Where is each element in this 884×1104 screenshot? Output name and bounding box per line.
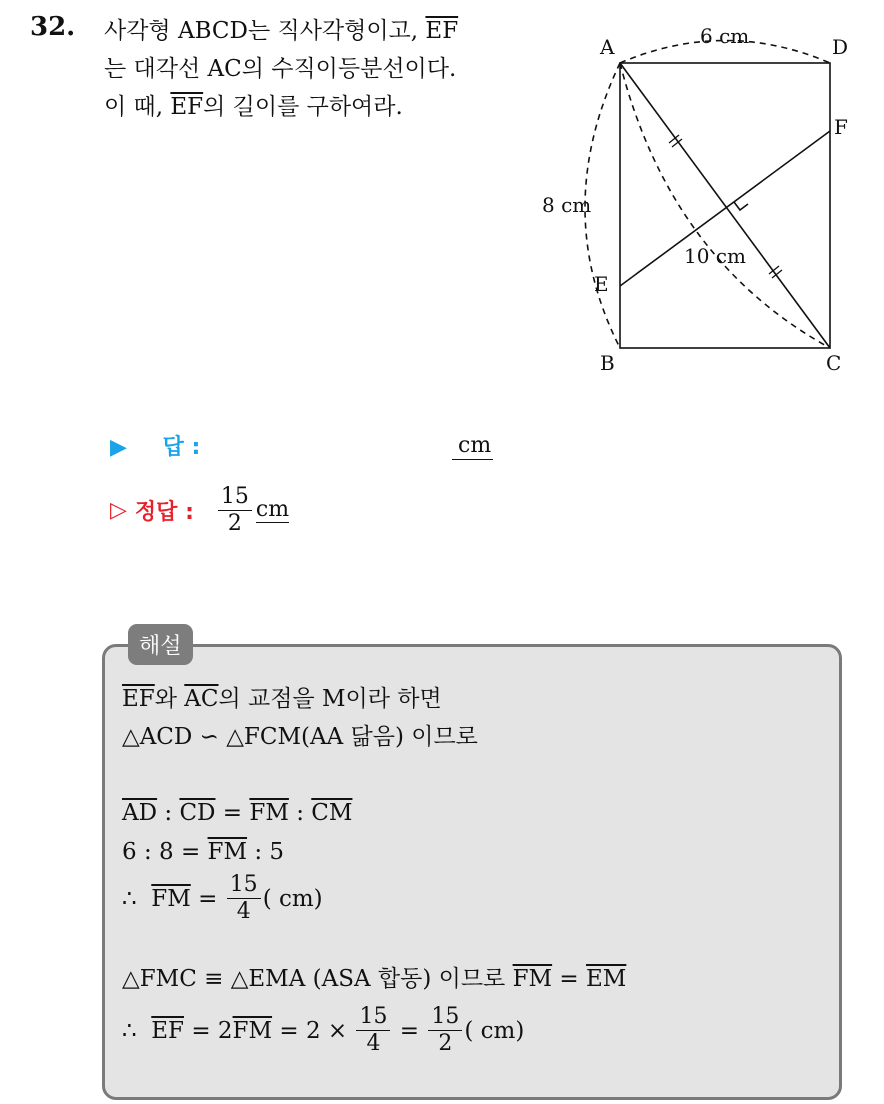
correct-answer-row: [110, 484, 289, 537]
label-a: A: [600, 35, 615, 59]
correct-answer-fraction: $\frac{15}{2}$: [218, 484, 252, 537]
answer-label: 답 :: [162, 435, 201, 460]
label-e: E: [594, 272, 609, 296]
length-left: 8 cm: [542, 193, 592, 217]
answer-row: [110, 430, 200, 461]
label-d: D: [832, 35, 849, 59]
problem-number: 32.: [30, 12, 76, 42]
segment-ef: $\overline{EF}$: [425, 18, 459, 44]
solution-tag: 해설: [128, 624, 193, 665]
solution-line-3: $\overline{AD}$ : $\overline{CD} = \overline{FM}$ : $\overline{CM}$: [122, 800, 353, 826]
label-f: F: [834, 115, 848, 139]
problem-text-line3-start: 이 때,: [104, 94, 171, 120]
label-b: B: [600, 351, 615, 375]
segment-ef: $\overline{EF}$: [170, 94, 204, 120]
solution-line-5: ∴ $\overline{FM}$ = $\frac{15}{4}$ ( cm): [122, 872, 323, 924]
label-c: C: [826, 351, 842, 375]
answer-unit: cm: [458, 433, 492, 458]
correct-answer-label: 정답 :: [134, 500, 194, 525]
solution-line-1: $\overline{EF}$와 $\overline{AC}$의 교점을 M이라 하면: [122, 686, 442, 712]
rectangle-figure: [520, 20, 870, 380]
correct-answer-unit: cm: [255, 497, 290, 522]
length-top: 6 cm: [700, 24, 750, 48]
solution-line-7: ∴ $\overline{EF}$ = 2 $\overline{FM}$ = 2 × $\frac{15}{4}$ = $\frac{15}{2}$ ( cm): [122, 1004, 525, 1056]
problem-statement: [104, 12, 458, 126]
solution-line-4: 6 : $8 = \overline{FM}$ : 5: [122, 839, 285, 865]
right-angle-mark: [734, 202, 748, 210]
solution-line-2: △ACD ∽ △FCM(AA 닮음) 이므로: [122, 724, 478, 750]
solution-line-6: △FMC ≡ △EMA (ASA 합동) 이므로 $\overline{FM} = \overline{EM}$: [122, 966, 627, 992]
problem-text-line3-end: 의 길이를 구하여라.: [203, 94, 403, 120]
answer-blank[interactable]: [452, 433, 493, 460]
outline-triangle-icon: ▷: [110, 498, 127, 523]
problem-text-line1: 사각형 ABCD는 직사각형이고,: [104, 18, 426, 44]
diagonal-ac: [620, 63, 830, 348]
length-diagonal: 10 cm: [684, 244, 746, 268]
problem-text-line2: 는 대각선 AC의 수직이등분선이다.: [104, 56, 457, 82]
play-triangle-icon: ▶: [110, 435, 127, 460]
